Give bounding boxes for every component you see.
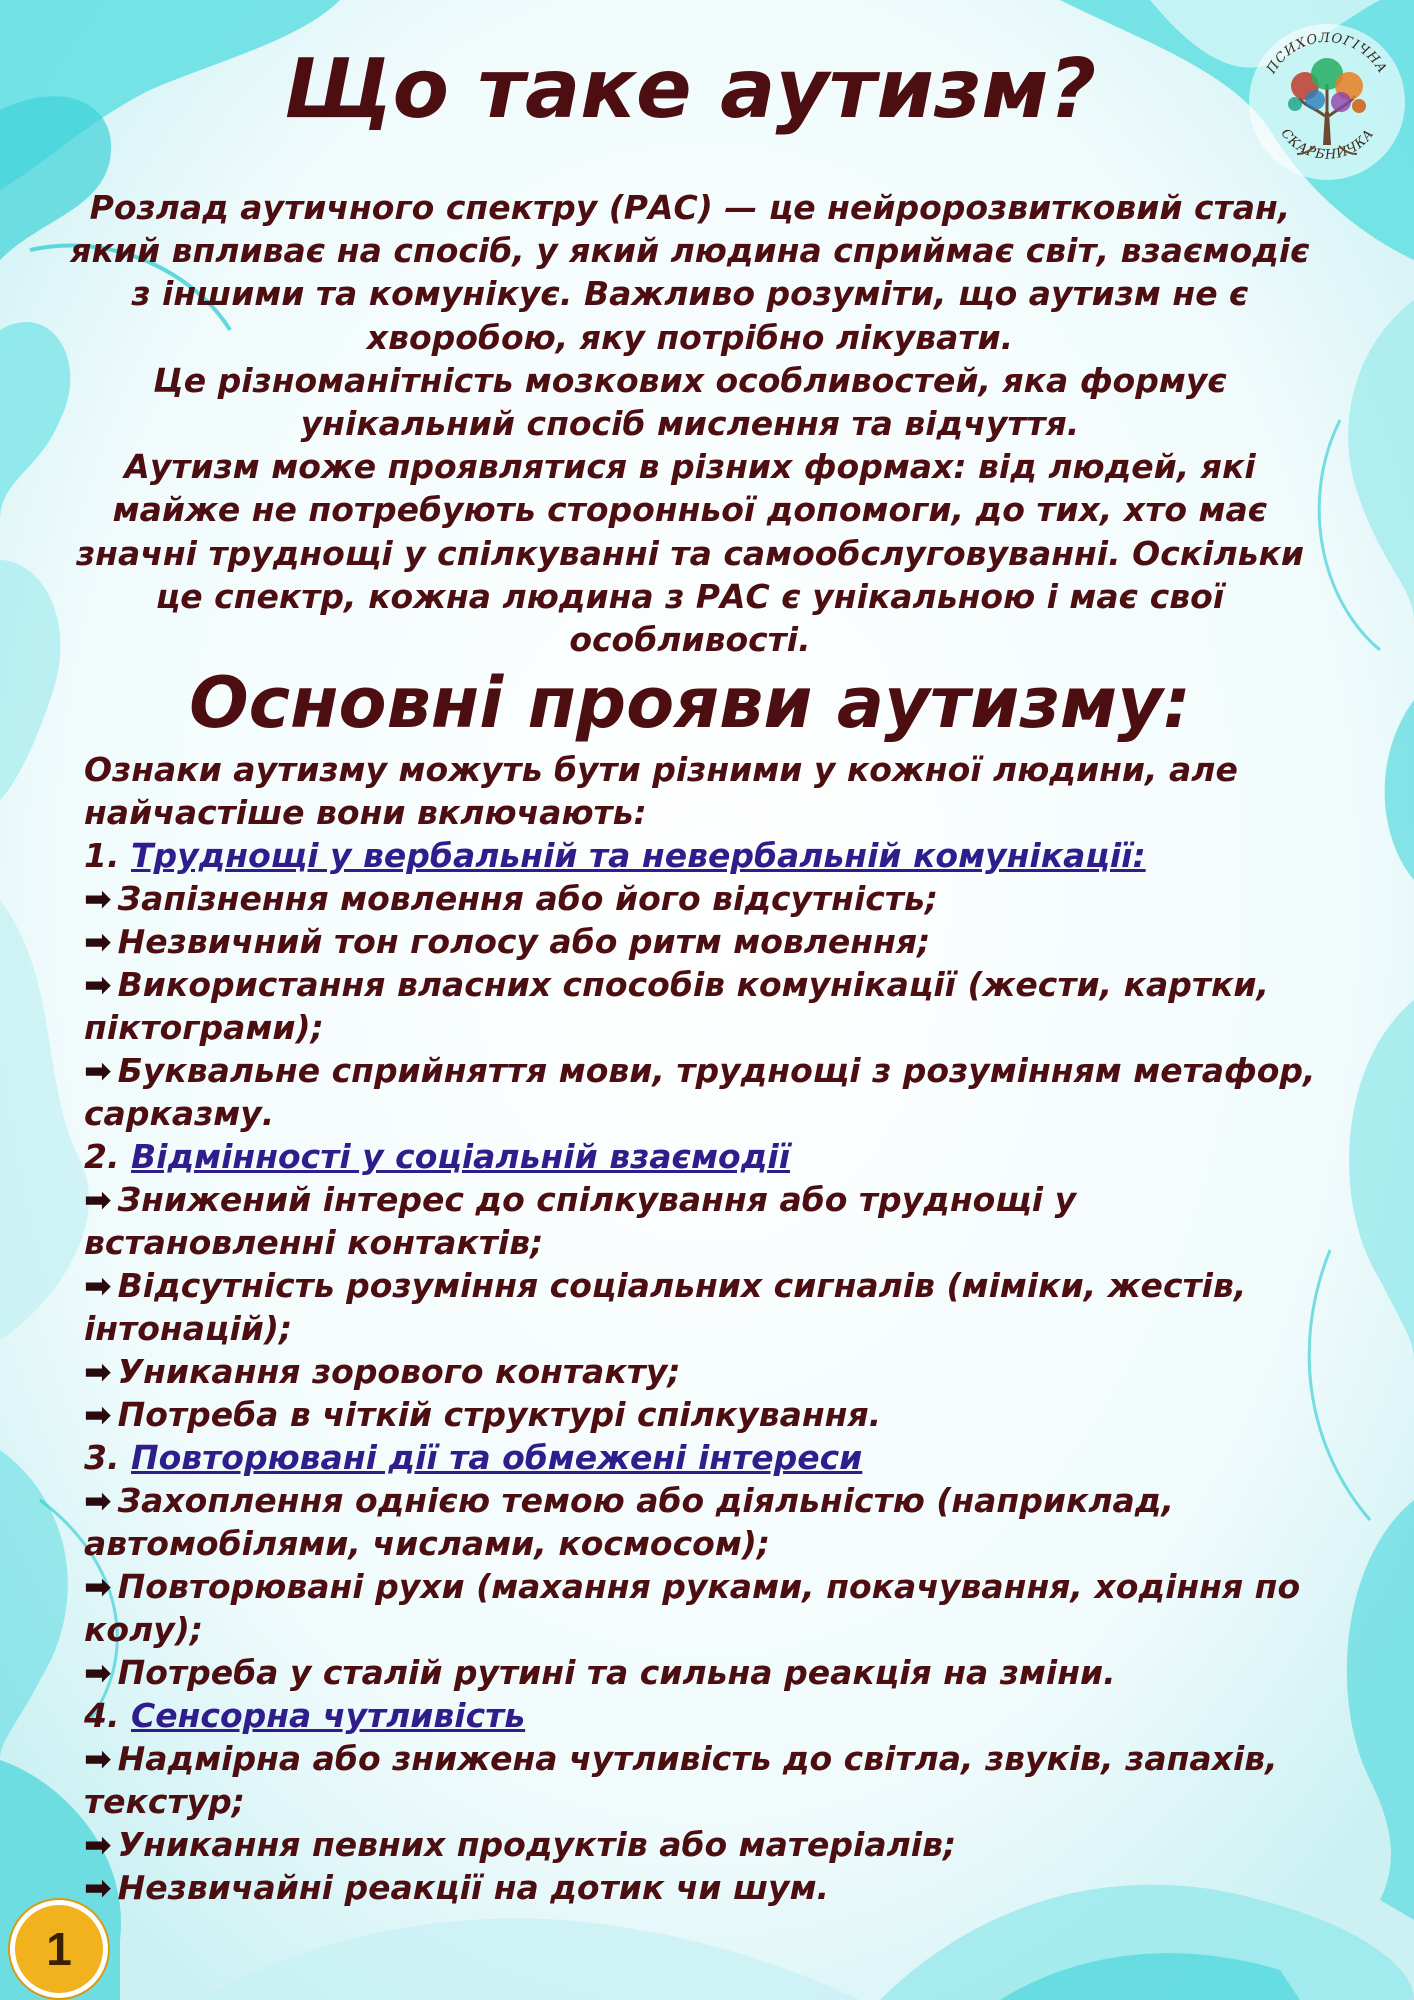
list-item: ➡ Незвичайні реакції на дотик чи шум. — [84, 1868, 830, 1907]
list-item: ➡ Потреба в чіткій структурі спілкування. — [84, 1395, 882, 1434]
logo-text-bottom: СКАРБНИЧКА — [1277, 126, 1378, 163]
list-item: ➡ Надмірна або знижена чутливість до світла, звуків, запахів, текстур; — [84, 1739, 1278, 1821]
arrow-right-icon: ➡ — [84, 1180, 112, 1219]
arrow-right-icon: ➡ — [84, 922, 112, 961]
list-item: ➡ Запізнення мовлення або його відсутність; — [84, 879, 939, 918]
section-heading-3: 3. Повторювані дії та обмежені інтереси — [84, 1438, 863, 1477]
arrow-right-icon: ➡ — [84, 1567, 112, 1606]
intro-paragraph: Це різноманітність мозкових особливостей, яка формує унікальний спосіб мислення та відчуття. — [153, 360, 1227, 444]
list-item: ➡ Відсутність розуміння соціальних сигналів (міміки, жестів, інтонацій); — [84, 1266, 1247, 1348]
arrow-right-icon: ➡ — [84, 1266, 112, 1305]
list-item: ➡ Уникання певних продуктів або матеріалів; — [84, 1825, 957, 1864]
page-title: Що таке аутизм? — [283, 42, 1097, 137]
arrow-right-icon: ➡ — [84, 1653, 112, 1692]
arrow-right-icon: ➡ — [84, 1051, 112, 1090]
logo-badge — [1245, 20, 1410, 185]
section-heading: Основні прояви аутизму: — [189, 662, 1191, 744]
section-title-link[interactable]: Труднощі у вербальній та невербальній комунікації: — [131, 836, 1146, 875]
list-item: ➡ Незвичний тон голосу або ритм мовлення; — [84, 922, 931, 961]
lead-text: Ознаки аутизму можуть бути різними у кожної людини, але найчастіше вони включають: — [84, 750, 1238, 832]
arrow-right-icon: ➡ — [84, 1352, 112, 1391]
list-item: ➡ Захоплення однією темою або діяльністю (наприклад, автомобілями, числами, космосом); — [84, 1481, 1174, 1563]
intro-text — [60, 186, 1320, 661]
arrow-right-icon: ➡ — [84, 1825, 112, 1864]
list-item: ➡ Повторювані рухи (махання руками, покачування, ходіння по колу); — [84, 1567, 1301, 1649]
section-title-link[interactable]: Сенсорна чутливість — [131, 1696, 526, 1735]
symptoms-list — [84, 748, 1334, 1909]
section-heading-1: 1. Труднощі у вербальній та невербальній комунікації: — [84, 836, 1146, 875]
list-item: ➡ Буквальне сприйняття мови, труднощі з розумінням метафор, сарказму. — [84, 1051, 1316, 1133]
intro-paragraph: Розлад аутичного спектру (РАС) — це нейророзвитковий стан, який впливає на спосіб, у який людина сприймає світ, взаємодіє з іншими та комунікує. Важливо розуміти, що аутизм не є хворобою, яку потрібно лікувати. — [70, 188, 1310, 357]
page-number-badge: 1 — [10, 1900, 108, 1998]
logo-text-top: ПСИХОЛОГІЧНА — [1264, 30, 1390, 77]
arrow-right-icon: ➡ — [84, 879, 112, 918]
arrow-right-icon: ➡ — [84, 1395, 112, 1434]
section-heading-4: 4. Сенсорна чутливість — [84, 1696, 526, 1735]
arrow-right-icon: ➡ — [84, 1481, 112, 1520]
section-heading-2: 2. Відмінності у соціальній взаємодії — [84, 1137, 791, 1176]
intro-paragraph: Аутизм може проявлятися в різних формах: від людей, які майже не потребують сторонньої допомоги, до тих, хто має значні труднощі у спілкуванні та самообслуговуванні. Оскільки це спектр, кожна людина з РАС є унікальною і має свої особливості. — [75, 447, 1305, 660]
arrow-right-icon: ➡ — [84, 1868, 112, 1907]
arrow-right-icon: ➡ — [84, 965, 112, 1004]
arrow-right-icon: ➡ — [84, 1739, 112, 1778]
list-item: ➡ Знижений інтерес до спілкування або труднощі у встановленні контактів; — [84, 1180, 1077, 1262]
list-item: ➡ Уникання зорового контакту; — [84, 1352, 681, 1391]
list-item: ➡ Потреба у сталій рутині та сильна реакція на зміни. — [84, 1653, 1116, 1692]
section-title-link[interactable]: Відмінності у соціальній взаємодії — [131, 1137, 791, 1176]
list-item: ➡ Використання власних способів комунікації (жести, картки, піктограми); — [84, 965, 1270, 1047]
section-title-link[interactable]: Повторювані дії та обмежені інтереси — [131, 1438, 863, 1477]
